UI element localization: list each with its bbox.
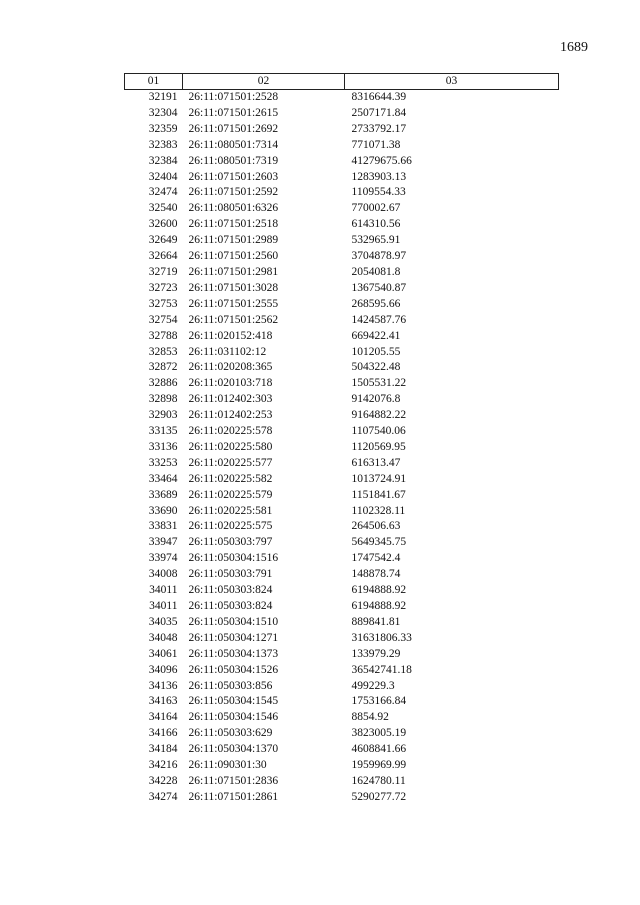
table-cell-03: 31631806.33	[351, 631, 412, 644]
table-cell-01: 34061	[148, 647, 178, 660]
table-cell-02: 26:11:071501:2562	[188, 313, 279, 326]
table-cell-02: 26:11:020225:577	[188, 456, 273, 469]
table-row	[125, 170, 559, 186]
table-row	[125, 233, 559, 249]
table-cell-01: 34163	[148, 695, 178, 708]
table-cell-02: 26:11:071501:2615	[188, 106, 279, 119]
table-cell-02: 26:11:050304:1370	[188, 743, 279, 756]
table-cell-02: 26:11:071501:2981	[188, 265, 279, 278]
table-row	[125, 249, 559, 265]
table-cell-02: 26:11:071501:2592	[188, 186, 279, 199]
table-cell-01: 32540	[148, 202, 178, 215]
table-cell-03: 2507171.84	[351, 106, 407, 119]
table-cell-03: 1959969.99	[351, 759, 407, 772]
table-cell-03: 8316644.39	[351, 91, 407, 103]
table-cell-02: 26:11:050303:824	[188, 600, 273, 612]
table-row	[125, 138, 559, 154]
table-cell-01: 34166	[148, 727, 178, 740]
table-cell-03: 1120569.95	[351, 440, 406, 453]
table-cell-02: 26:11:050304:1373	[188, 647, 279, 660]
table-cell-03: 4608841.66	[351, 743, 407, 756]
table-row	[125, 567, 559, 583]
table-cell-02: 26:11:071501:2692	[188, 122, 279, 135]
cadastral-value-table	[124, 73, 559, 806]
table-row	[125, 694, 559, 710]
table-cell-02: 26:11:071501:2528	[188, 91, 279, 103]
table-row	[125, 376, 559, 392]
table-cell-03: 532965.91	[351, 234, 401, 247]
table-cell-01: 32474	[148, 186, 178, 199]
table-row	[125, 456, 559, 472]
table-cell-01: 34228	[148, 774, 178, 787]
table-cell-01: 34274	[148, 790, 178, 803]
table-cell-02: 26:11:071501:2836	[188, 774, 279, 787]
table-cell-03: 669422.41	[351, 329, 401, 342]
table-cell-03: 41279675.66	[351, 154, 412, 167]
table-cell-02: 26:11:020225:578	[188, 425, 273, 438]
table-row	[125, 122, 559, 138]
table-cell-03: 133979.29	[351, 647, 401, 660]
table-cell-03: 6194888.92	[351, 584, 407, 597]
table-cell-01: 33831	[148, 520, 178, 533]
table-cell-02: 26:11:080501:7319	[188, 154, 279, 167]
table-row	[125, 217, 559, 233]
table-cell-03: 1624780.11	[351, 774, 406, 787]
table-row	[125, 297, 559, 313]
table-row	[125, 790, 559, 806]
table-cell-01: 34136	[148, 679, 178, 692]
table-cell-01: 33253	[148, 456, 178, 469]
table-cell-01: 32664	[148, 250, 178, 263]
table-cell-02: 26:11:050304:1510	[188, 615, 279, 628]
table-cell-03: 9164882.22	[351, 409, 407, 422]
table-cell-03: 1505531.22	[351, 377, 407, 390]
table-cell-03: 504322.48	[351, 361, 401, 374]
table-row	[125, 201, 559, 217]
table-row	[125, 488, 559, 504]
table-cell-02: 26:11:071501:2555	[188, 297, 279, 310]
table-cell-02: 26:11:050303:629	[188, 727, 273, 740]
table-row	[125, 313, 559, 329]
table-cell-03: 264506.63	[351, 520, 401, 533]
table-cell-01: 34048	[148, 631, 178, 644]
table-cell-03: 770002.67	[351, 202, 401, 215]
table-cell-03: 5649345.75	[351, 536, 407, 549]
table-cell-02: 26:11:050304:1526	[188, 663, 279, 676]
table-cell-03: 5290277.72	[351, 790, 407, 803]
table-cell-02: 26:11:071501:2560	[188, 250, 279, 263]
table-cell-01: 33947	[148, 536, 178, 549]
table-cell-01: 34008	[148, 568, 178, 581]
table-cell-03: 268595.66	[351, 297, 401, 310]
table-cell-01: 34184	[148, 743, 178, 756]
table-body	[125, 90, 559, 806]
table-cell-01: 32384	[148, 154, 178, 167]
table-row	[125, 106, 559, 122]
table-cell-02: 26:11:050303:824	[188, 584, 273, 597]
table-row	[125, 615, 559, 631]
table-cell-03: 1367540.87	[351, 281, 407, 294]
column-header-03: 03	[345, 74, 559, 90]
table-cell-02: 26:11:020225:580	[188, 440, 273, 453]
table-cell-03: 3823005.19	[351, 727, 407, 740]
table-cell-03: 1013724.91	[351, 472, 407, 485]
table-row	[125, 742, 559, 758]
table-cell-01: 32753	[148, 297, 178, 310]
table-cell-02: 26:11:050304:1271	[188, 631, 279, 644]
table-cell-01: 34011	[149, 600, 178, 612]
table-row	[125, 408, 559, 424]
table-cell-01: 33689	[148, 488, 178, 501]
table-cell-01: 32898	[148, 393, 178, 406]
table-cell-02: 26:11:020103:718	[188, 377, 273, 390]
table-cell-02: 26:11:050304:1516	[188, 552, 279, 565]
table-cell-03: 1747542.4	[351, 552, 401, 565]
table-cell-01: 33974	[148, 552, 178, 565]
table-cell-03: 771071.38	[351, 138, 401, 151]
table-cell-02: 26:11:012402:303	[188, 393, 273, 406]
table-cell-01: 32886	[148, 377, 178, 390]
table-row	[125, 758, 559, 774]
table-row	[125, 710, 559, 726]
table-cell-01: 33135	[148, 425, 178, 438]
table-cell-02: 26:11:071501:2603	[188, 170, 279, 183]
table-cell-02: 26:11:020225:581	[188, 504, 273, 517]
table-cell-03: 6194888.92	[351, 600, 407, 612]
table-row	[125, 281, 559, 297]
table-row	[125, 265, 559, 281]
table-cell-01: 32872	[148, 361, 178, 374]
table-header-row	[125, 74, 559, 90]
table-row	[125, 726, 559, 742]
table-cell-03: 8854.92	[351, 711, 389, 724]
table-cell-01: 32383	[148, 138, 178, 151]
table-row	[125, 663, 559, 679]
table-cell-01: 32600	[148, 218, 178, 231]
table-row	[125, 504, 559, 520]
table-row	[125, 551, 559, 567]
table-row	[125, 472, 559, 488]
table-cell-01: 32723	[148, 281, 178, 294]
table-cell-02: 26:11:071501:2861	[188, 790, 279, 803]
table-cell-02: 26:11:050304:1545	[188, 695, 279, 708]
table-cell-03: 1107540.06	[351, 425, 406, 438]
table-cell-01: 33136	[148, 440, 178, 453]
table-row	[125, 185, 559, 201]
table-row	[125, 599, 559, 615]
table-cell-01: 32853	[148, 345, 178, 358]
table-row	[125, 631, 559, 647]
table-cell-01: 34011	[149, 584, 178, 597]
table-cell-02: 26:11:050304:1546	[188, 711, 279, 724]
table-cell-02: 26:11:071501:2518	[188, 218, 279, 231]
table-row	[125, 345, 559, 361]
table-cell-01: 34096	[148, 663, 178, 676]
table-row	[125, 392, 559, 408]
table-row	[125, 424, 559, 440]
table-cell-03: 148878.74	[351, 568, 401, 581]
table-cell-02: 26:11:080501:6326	[188, 202, 279, 215]
table-cell-03: 614310.56	[351, 218, 401, 231]
table-cell-01: 32404	[148, 170, 178, 183]
table-cell-03: 1283903.13	[351, 170, 407, 183]
table-cell-01: 32788	[148, 329, 178, 342]
table-cell-02: 26:11:071501:2989	[188, 234, 279, 247]
table-cell-02: 26:11:050303:856	[188, 679, 273, 692]
table-cell-02: 26:11:020208:365	[188, 361, 273, 374]
table-cell-02: 26:11:031102:12	[188, 345, 267, 358]
table-cell-01: 34035	[148, 615, 178, 628]
table-cell-02: 26:11:050303:791	[188, 568, 273, 581]
table-cell-02: 26:11:020225:582	[188, 472, 273, 485]
table-cell-03: 616313.47	[351, 456, 401, 469]
table-row	[125, 440, 559, 456]
table-cell-03: 1151841.67	[351, 488, 406, 501]
column-header-01: 01	[125, 74, 183, 90]
table-cell-02: 26:11:050303:797	[188, 536, 273, 549]
table-cell-03: 499229.3	[351, 679, 395, 692]
table-cell-03: 36542741.18	[351, 663, 412, 676]
table-cell-02: 26:11:020225:579	[188, 488, 273, 501]
column-header-02: 02	[183, 74, 345, 90]
table-cell-03: 101205.55	[351, 345, 401, 358]
table-row	[125, 519, 559, 535]
table-cell-03: 9142076.8	[351, 393, 401, 406]
table-row	[125, 90, 559, 106]
table-row	[125, 535, 559, 551]
table-cell-03: 1753166.84	[351, 695, 407, 708]
table-cell-02: 26:11:020152:418	[188, 329, 273, 342]
table-cell-01: 32754	[148, 313, 178, 326]
table-cell-01: 33464	[148, 472, 178, 485]
page-number: 1689	[560, 40, 588, 55]
table-cell-01: 32304	[148, 106, 178, 119]
table-cell-01: 32191	[148, 91, 178, 103]
table-row	[125, 679, 559, 695]
table-row	[125, 360, 559, 376]
table-cell-01: 32359	[148, 122, 178, 135]
table-cell-03: 1109554.33	[351, 186, 406, 199]
table-cell-01: 32719	[148, 265, 178, 278]
table-cell-02: 26:11:012402:253	[188, 409, 273, 422]
table-cell-02: 26:11:071501:3028	[188, 281, 279, 294]
table-row	[125, 329, 559, 345]
table-cell-03: 1102328.11	[351, 504, 406, 517]
table-cell-03: 2054081.8	[351, 265, 401, 278]
table-cell-03: 3704878.97	[351, 250, 407, 263]
table-row	[125, 154, 559, 170]
table-cell-03: 1424587.76	[351, 313, 407, 326]
table-cell-01: 33690	[148, 504, 178, 517]
table-cell-01: 32903	[148, 409, 178, 422]
table-cell-03: 2733792.17	[351, 122, 407, 135]
table-cell-03: 889841.81	[351, 615, 401, 628]
table-row	[125, 647, 559, 663]
table-cell-01: 34164	[148, 711, 178, 724]
table-cell-02: 26:11:090301:30	[188, 759, 267, 772]
table-cell-01: 34216	[148, 759, 178, 772]
table-row	[125, 583, 559, 599]
table-cell-02: 26:11:080501:7314	[188, 138, 279, 151]
table-row	[125, 774, 559, 790]
table-cell-01: 32649	[148, 234, 178, 247]
table-cell-02: 26:11:020225:575	[188, 520, 273, 533]
